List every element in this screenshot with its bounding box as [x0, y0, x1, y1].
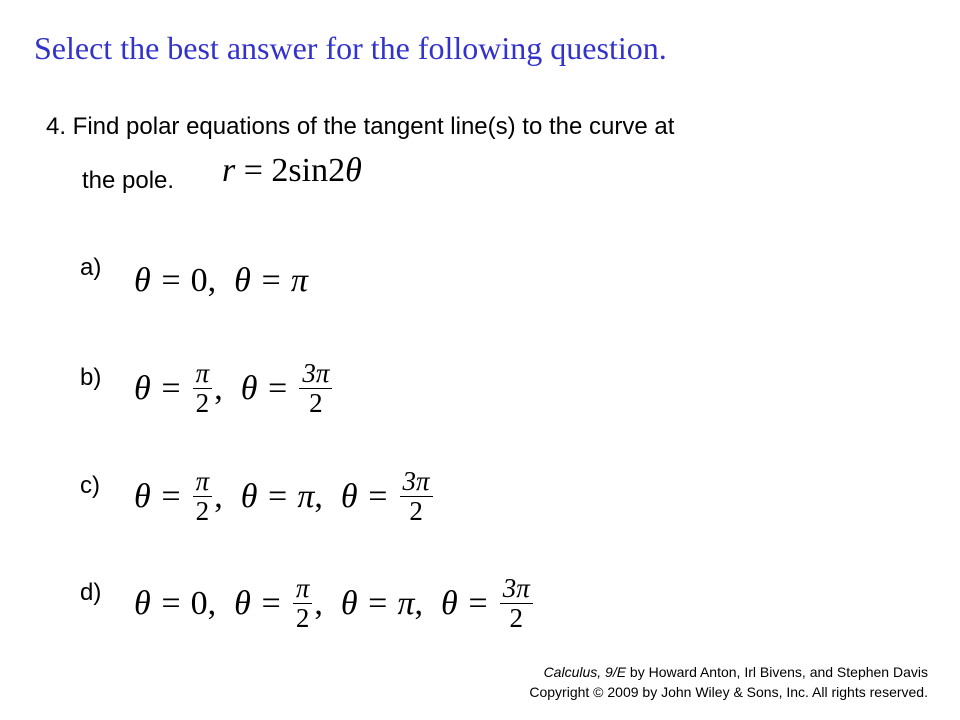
fraction-pi-over-2: $\frac{\pi}{2}$	[193, 360, 213, 417]
option-c-math	[134, 468, 435, 525]
theta-eq: θ =	[441, 584, 490, 622]
fraction-3pi-over-2: $\frac{3\pi}{2}$	[500, 575, 533, 632]
footer-citation	[529, 662, 928, 682]
question-line-1: 4. Find polar equations of the tangent line(s) to the curve at	[46, 113, 675, 140]
question-line-2: the pole.	[82, 167, 175, 194]
option-d-label: d)	[80, 579, 102, 606]
theta-eq: θ =	[234, 584, 283, 622]
value-pi: π	[397, 584, 415, 622]
equation-equals: = 2	[235, 152, 289, 189]
theta-eq: θ =	[234, 262, 283, 299]
option-a-label: a)	[80, 254, 102, 281]
footer-authors: by Howard Anton, Irl Bivens, and Stephen Davis	[626, 664, 928, 680]
option-b-math	[134, 360, 334, 417]
value-zero: 0	[190, 584, 208, 622]
footer-book-title: Calculus, 9/E	[543, 664, 627, 680]
equation-sin: sin	[288, 152, 329, 189]
fraction-3pi-over-2: $\frac{3\pi}{2}$	[299, 360, 332, 417]
comma: ,	[314, 477, 323, 515]
comma: ,	[314, 584, 323, 622]
theta-eq: θ =	[340, 477, 390, 515]
curve-equation	[222, 152, 362, 190]
footer-copyright: Copyright © 2009 by John Wiley & Sons, Inc. All rights reserved.	[529, 684, 928, 700]
fraction-3pi-over-2: $\frac{3\pi}{2}$	[400, 468, 433, 525]
value-pi: π	[297, 477, 315, 515]
theta-eq: θ =	[340, 584, 389, 622]
value-zero: 0	[190, 262, 208, 299]
comma: ,	[414, 584, 424, 622]
theta-eq: θ =	[134, 369, 183, 407]
comma: ,	[214, 369, 223, 407]
question-text	[46, 100, 926, 208]
value-pi: π	[290, 262, 308, 299]
theta-eq: θ =	[134, 477, 183, 515]
theta-eq: θ =	[240, 369, 289, 407]
option-d-math	[134, 575, 535, 632]
fraction-pi-over-2: $\frac{\pi}{2}$	[193, 468, 213, 525]
theta-eq: θ =	[134, 262, 183, 299]
slide-title: Select the best answer for the following question.	[34, 30, 667, 66]
theta-eq: θ =	[240, 477, 289, 515]
option-a-math	[134, 262, 308, 300]
comma: ,	[207, 262, 217, 299]
equation-lhs: r	[222, 152, 236, 189]
copyright-footer	[529, 662, 928, 702]
equation-arg-2: 2	[328, 152, 346, 189]
equation-arg-theta: θ	[345, 152, 362, 189]
comma: ,	[207, 584, 217, 622]
option-c-label: c)	[80, 472, 100, 499]
comma: ,	[214, 477, 223, 515]
fraction-pi-over-2: $\frac{\pi}{2}$	[293, 575, 313, 632]
theta-eq: θ =	[134, 584, 183, 622]
option-b-label: b)	[80, 364, 102, 391]
